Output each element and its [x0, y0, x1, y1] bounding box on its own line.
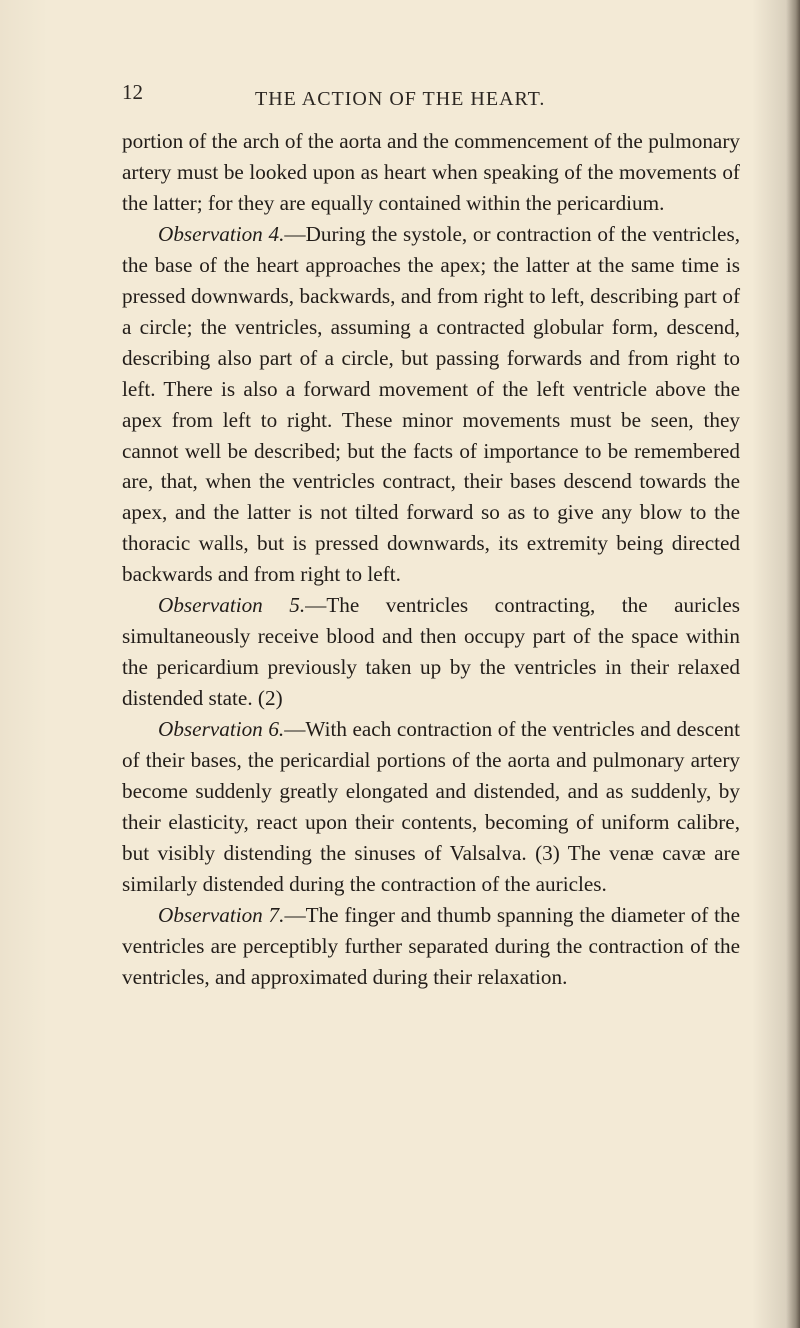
paragraph-observation-5 [122, 590, 740, 714]
paragraph-text: —The finger and thumb spanning the diameter of the ventricles are perceptibly further separated during the contraction of the ventricles, and approximated during their relaxation. [122, 902, 741, 989]
paragraph-observation-7 [122, 900, 740, 993]
page-header [110, 80, 750, 114]
paragraph-text: —The ventricles contracting, the auricles simultaneously receive blood and then occupy part of the space within the pericardium previously taken up by the ventricles in their relaxed distended state. (2) [122, 593, 740, 711]
running-head: THE ACTION OF THE HEART. [255, 88, 546, 110]
observation-label: Observation 5. [158, 593, 306, 618]
page-number: 12 [122, 80, 143, 104]
paragraph-text: —During the systole, or contraction of the ventricles, the base of the heart approaches the apex; the latter at the same time is pressed downwards, backwards, and from right to left, describing part of a circle; the ventricles, assuming a contracted globular form, descend, describing also part of a circle, but passing forwards and from right to left. There is also a forward movement of the left ventricle above the apex from left to right. These minor movements must be seen, they cannot well be described; but the facts of importance to be remembered are, that, when the ventricles contract, their bases descend towards the apex, and the latter is not tilted forward so as to give any blow to the thoracic walls, but is pressed downwards, its extremity being directed backwards and from right to left. [122, 221, 740, 587]
paragraph-text: portion of the arch of the aorta and the commencement of the pulmonary artery must be looked upon as heart when speaking of the movements of the latter; for they are equally contained within the pericardium. [122, 129, 740, 215]
paragraph-text: —With each contraction of the ventricles and descent of their bases, the pericardial portions of the aorta and pulmonary artery become suddenly greatly elongated and distended, and as suddenly, by their elasticity, react upon their contents, becoming of uniform calibre, but visibly distending the sinuses of Valsalva. (3) The venæ cavæ are similarly distended during the contraction of the auricles. [122, 717, 740, 896]
paragraph-observation-4 [122, 219, 740, 590]
observation-label: Observation 6. [158, 717, 285, 742]
paragraph-continuation [122, 126, 740, 219]
paragraph-observation-6 [122, 714, 740, 900]
page-body [122, 126, 740, 993]
observation-label: Observation 4. [158, 221, 285, 246]
observation-label: Observation 7. [158, 902, 285, 927]
page-edge-shadow [786, 0, 800, 1328]
